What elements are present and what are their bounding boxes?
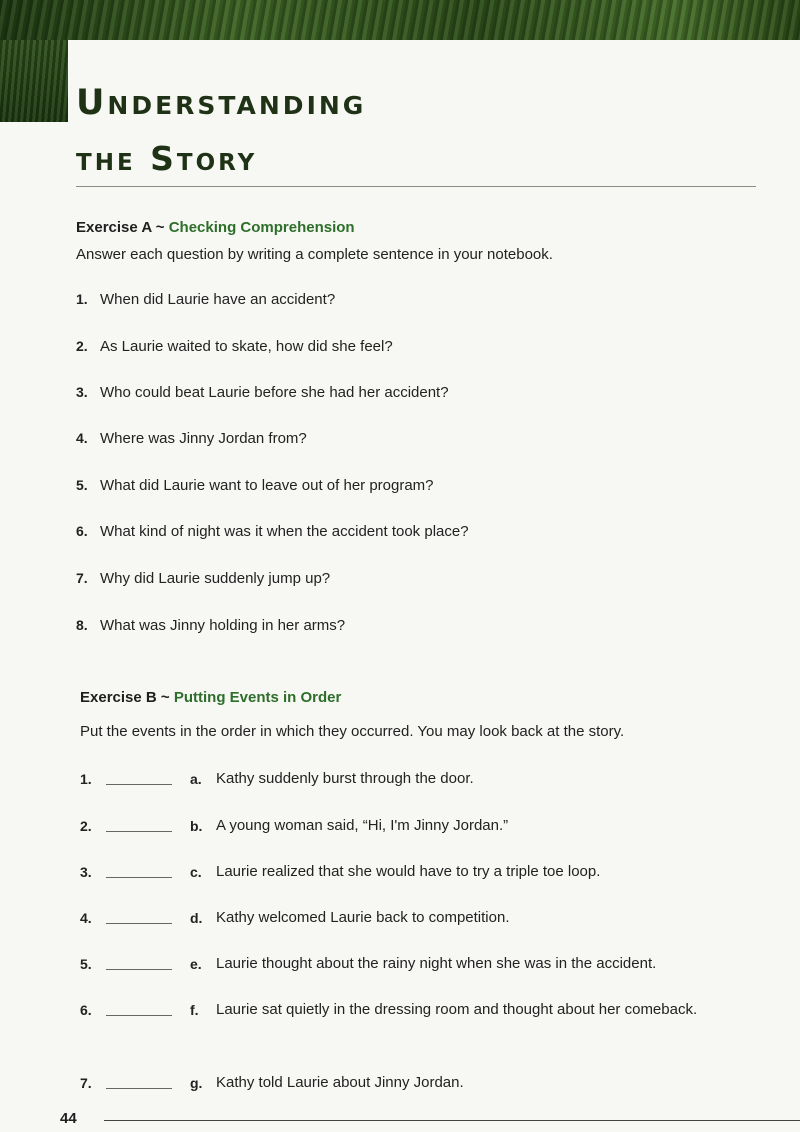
event-text: Kathy welcomed Laurie back to competition. [216, 909, 510, 926]
question-text: When did Laurie have an accident? [100, 291, 336, 308]
question-text: As Laurie waited to skate, how did she feel? [100, 338, 393, 355]
page-title-line2: the Story [76, 139, 258, 178]
question-item [76, 523, 469, 540]
event-letter: g. [190, 1075, 203, 1091]
exercise-a-separator: ~ [155, 219, 165, 236]
question-item [76, 338, 393, 355]
answer-blank[interactable] [106, 969, 172, 970]
exercise-b-instructions: Put the events in the order in which they occurred. You may look back at the story. [80, 723, 625, 740]
question-number: 4. [76, 430, 88, 446]
question-text: What was Jinny holding in her arms? [100, 617, 346, 634]
event-text: Kathy suddenly burst through the door. [216, 770, 474, 787]
question-text: Where was Jinny Jordan from? [100, 430, 307, 447]
event-number: 7. [80, 1075, 92, 1091]
question-item [76, 617, 345, 634]
question-text: Why did Laurie suddenly jump up? [100, 570, 331, 587]
exercise-b-name: Putting Events in Order [173, 689, 342, 706]
question-number: 5. [76, 477, 88, 493]
question-item [76, 477, 434, 494]
header-banner-side [0, 40, 68, 122]
question-number: 2. [76, 338, 88, 354]
event-letter: e. [190, 956, 202, 972]
question-number: 6. [76, 523, 88, 539]
answer-blank[interactable] [106, 923, 172, 924]
question-number: 3. [76, 384, 88, 400]
answer-blank[interactable] [106, 831, 172, 832]
event-number: 1. [80, 771, 92, 787]
answer-blank[interactable] [106, 1088, 172, 1089]
question-number: 7. [76, 570, 88, 586]
answer-blank[interactable] [106, 784, 172, 785]
question-text: Who could beat Laurie before she had her accident? [100, 384, 449, 401]
event-text: Laurie sat quietly in the dressing room and thought about her comeback. [216, 1001, 698, 1018]
title-divider [76, 186, 756, 187]
question-item [76, 570, 330, 587]
question-number: 8. [76, 617, 88, 633]
event-number: 2. [80, 818, 92, 834]
question-item [76, 291, 335, 308]
event-letter: d. [190, 910, 203, 926]
event-number: 4. [80, 910, 92, 926]
page-number: 44 [60, 1110, 77, 1127]
page-title-line1: Understanding [76, 83, 367, 123]
event-letter: a. [190, 771, 202, 787]
event-text: Kathy told Laurie about Jinny Jordan. [216, 1074, 464, 1091]
question-item [76, 430, 307, 447]
exercise-b-separator: ~ [160, 689, 170, 706]
event-letter: c. [190, 864, 202, 880]
header-banner [0, 0, 800, 40]
exercise-a-heading [76, 219, 355, 236]
exercise-a-label: Exercise A [76, 219, 152, 236]
question-text: What did Laurie want to leave out of her program? [100, 477, 434, 494]
answer-blank[interactable] [106, 1015, 172, 1016]
event-number: 6. [80, 1002, 92, 1018]
event-number: 3. [80, 864, 92, 880]
event-text: Laurie realized that she would have to try a triple toe loop. [216, 863, 601, 880]
question-text: What kind of night was it when the accident took place? [100, 523, 469, 540]
question-item [76, 384, 449, 401]
event-text: A young woman said, “Hi, I'm Jinny Jordan.” [216, 817, 509, 834]
event-letter: f. [190, 1002, 199, 1018]
exercise-a-instructions: Answer each question by writing a complete sentence in your notebook. [76, 246, 553, 263]
event-number: 5. [80, 956, 92, 972]
event-text: Laurie thought about the rainy night when she was in the accident. [216, 955, 657, 972]
exercise-b-heading [80, 689, 341, 706]
event-letter: b. [190, 818, 203, 834]
exercise-b-label: Exercise B [80, 689, 157, 706]
exercise-a-name: Checking Comprehension [168, 219, 355, 236]
footer-rule [104, 1120, 800, 1121]
question-number: 1. [76, 291, 88, 307]
answer-blank[interactable] [106, 877, 172, 878]
